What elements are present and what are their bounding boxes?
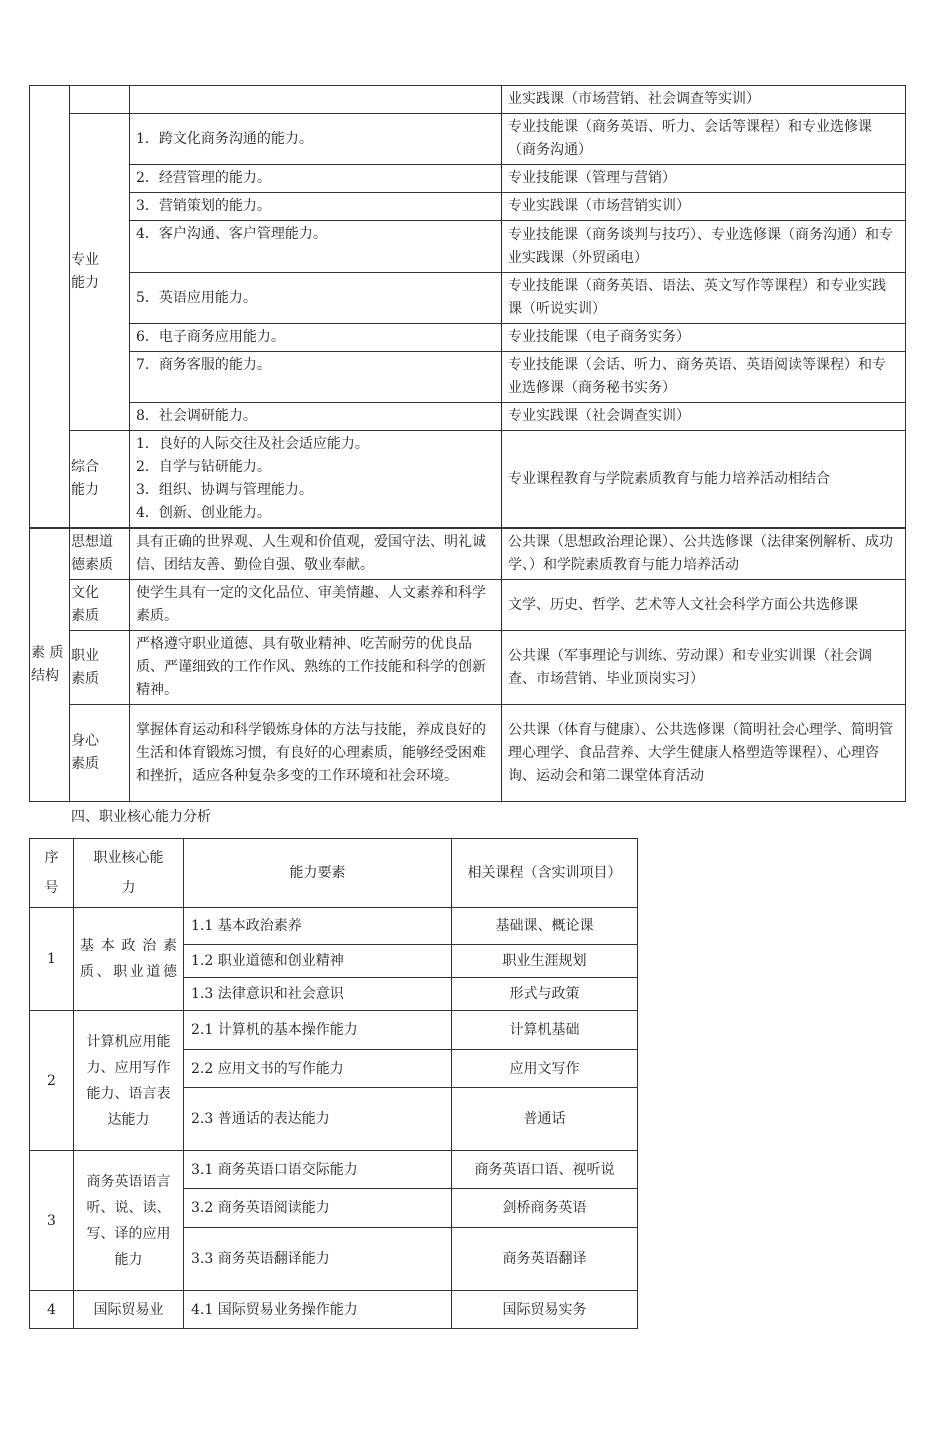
ability-cell: 4．客户沟通、客户管理能力。 (130, 221, 502, 273)
table-row (30, 193, 906, 221)
element-cell: 2.3 普通话的表达能力 (184, 1088, 452, 1151)
table-row (30, 273, 906, 324)
course-cell: 专业技能课（电子商务实务） (502, 324, 906, 352)
table-row (30, 580, 906, 631)
ability-cell: 2．经营管理的能力。 (130, 165, 502, 193)
seq-cell: 2 (30, 1011, 74, 1151)
core-cell: 国际贸易业 (74, 1291, 184, 1329)
ability-cell: 3．营销策划的能力。 (130, 193, 502, 221)
table-row (30, 114, 906, 165)
ability-cell: 6．电子商务应用能力。 (130, 324, 502, 352)
course-cell: 公共课（思想政治理论课）、公共选修课（法律案例解析、成功学、）和学院素质教育与能力培养活动 (502, 528, 906, 580)
category-cell: 思想道 德素质 (70, 528, 130, 580)
course-cell: 专业技能课（商务英语、语法、英文写作等课程）和专业实践课（听说实训） (502, 273, 906, 324)
group-cell-empty (30, 86, 70, 529)
core-cell: 计算机应用能力、应用写作能力、语言表达能力 (74, 1011, 184, 1151)
course-cell: 商务英语口语、视听说 (452, 1151, 638, 1189)
table-row (30, 1291, 638, 1329)
element-cell: 1.3 法律意识和社会意识 (184, 978, 452, 1011)
course-cell: 专业实践课（市场营销实训） (502, 193, 906, 221)
course-cell: 剑桥商务英语 (452, 1189, 638, 1228)
category-professional: 专业 能力 (70, 114, 130, 431)
table-row (30, 221, 906, 273)
course-cell: 专业实践课（社会调查实训） (502, 403, 906, 431)
table-row (30, 1011, 638, 1050)
element-cell: 2.2 应用文书的写作能力 (184, 1050, 452, 1088)
ability-cell: 7．商务客服的能力。 (130, 352, 502, 403)
ability-cell: 8．社会调研能力。 (130, 403, 502, 431)
course-cell: 专业技能课（商务英语、听力、会话等课程）和专业选修课（商务沟通） (502, 114, 906, 165)
table-row (30, 86, 906, 114)
course-cell: 普通话 (452, 1088, 638, 1151)
table-row (30, 631, 906, 705)
course-cell: 国际贸易实务 (452, 1291, 638, 1329)
header-courses: 相关课程（含实训项目） (452, 839, 638, 908)
ability-cell: 1．良好的人际交往及社会适应能力。 2．自学与钻研能力。 3．组织、协调与管理能力。 4．创新、创业能力。 (130, 431, 502, 529)
course-cell: 专业技能课（商务谈判与技巧）、专业选修课（商务沟通）和专业实践课（外贸函电） (502, 221, 906, 273)
table-row (30, 908, 638, 945)
description-cell: 掌握体育运动和科学锻炼身体的方法与技能，养成良好的生活和体育锻炼习惯，有良好的心理素质，能够经受困难和挫折，适应各种复杂多变的工作环境和社会环境。 (130, 705, 502, 802)
group-label-quality: 素 质 结构 (30, 528, 70, 802)
table-row (30, 705, 906, 802)
seq-cell: 4 (30, 1291, 74, 1329)
course-cell: 应用文写作 (452, 1050, 638, 1088)
description-cell: 严格遵守职业道德、具有敬业精神、吃苦耐劳的优良品质、严谨细致的工作作风、熟练的工作技能和科学的创新精神。 (130, 631, 502, 705)
seq-cell: 1 (30, 908, 74, 1011)
course-cell: 专业技能课（会话、听力、商务英语、英语阅读等课程）和专业选修课（商务秘书实务） (502, 352, 906, 403)
header-core: 职业核心能 力 (74, 839, 184, 908)
course-cell: 业实践课（市场营销、社会调查等实训） (502, 86, 906, 114)
table-row (30, 1151, 638, 1189)
core-ability-table (29, 838, 638, 1329)
ability-cell: 5．英语应用能力。 (130, 273, 502, 324)
table-row (30, 324, 906, 352)
category-cell: 文化 素质 (70, 580, 130, 631)
description-cell: 使学生具有一定的文化品位、审美情趣、人文素养和科学素质。 (130, 580, 502, 631)
course-cell: 文学、历史、哲学、艺术等人文社会科学方面公共选修课 (502, 580, 906, 631)
course-cell: 计算机基础 (452, 1011, 638, 1050)
element-cell: 4.1 国际贸易业务操作能力 (184, 1291, 452, 1329)
course-cell: 专业课程教育与学院素质教育与能力培养活动相结合 (502, 431, 906, 529)
element-cell: 1.2 职业道德和创业精神 (184, 945, 452, 978)
table-header-row (30, 839, 638, 908)
category-cell: 身心 素质 (70, 705, 130, 802)
ability-cell: 1．跨文化商务沟通的能力。 (130, 114, 502, 165)
course-cell: 基础课、概论课 (452, 908, 638, 945)
section-heading: 四、职业核心能力分析 (71, 809, 211, 825)
course-cell: 公共课（体育与健康）、公共选修课（简明社会心理学、简明管理心理学、食品营养、大学生健康人格塑造等课程）、心理咨询、运动会和第二课堂体育活动 (502, 705, 906, 802)
description-cell: 具有正确的世界观、人生观和价值观，爱国守法、明礼诚信、团结友善、勤俭自强、敬业奉献。 (130, 528, 502, 580)
element-cell: 3.2 商务英语阅读能力 (184, 1189, 452, 1228)
ability-cell-empty (130, 86, 502, 114)
core-cell: 基本政治素质、职业道德 (74, 908, 184, 1011)
course-cell: 形式与政策 (452, 978, 638, 1011)
ability-quality-table (29, 85, 906, 802)
table-row (30, 431, 906, 529)
course-cell: 职业生涯规划 (452, 945, 638, 978)
header-elements: 能力要素 (184, 839, 452, 908)
table-row (30, 403, 906, 431)
element-cell: 3.3 商务英语翻译能力 (184, 1228, 452, 1291)
course-cell: 专业技能课（管理与营销） (502, 165, 906, 193)
seq-cell: 3 (30, 1151, 74, 1291)
header-seq: 序 号 (30, 839, 74, 908)
core-cell: 商务英语语言听、说、读、写、译的应用能力 (74, 1151, 184, 1291)
category-cell: 职业 素质 (70, 631, 130, 705)
element-cell: 1.1 基本政治素养 (184, 908, 452, 945)
element-cell: 3.1 商务英语口语交际能力 (184, 1151, 452, 1189)
category-cell-empty (70, 86, 130, 114)
element-cell: 2.1 计算机的基本操作能力 (184, 1011, 452, 1050)
course-cell: 公共课（军事理论与训练、劳动课）和专业实训课（社会调查、市场营销、毕业顶岗实习） (502, 631, 906, 705)
category-comprehensive: 综合 能力 (70, 431, 130, 529)
table-row (30, 352, 906, 403)
course-cell: 商务英语翻译 (452, 1228, 638, 1291)
table-row (30, 528, 906, 580)
table-row (30, 165, 906, 193)
